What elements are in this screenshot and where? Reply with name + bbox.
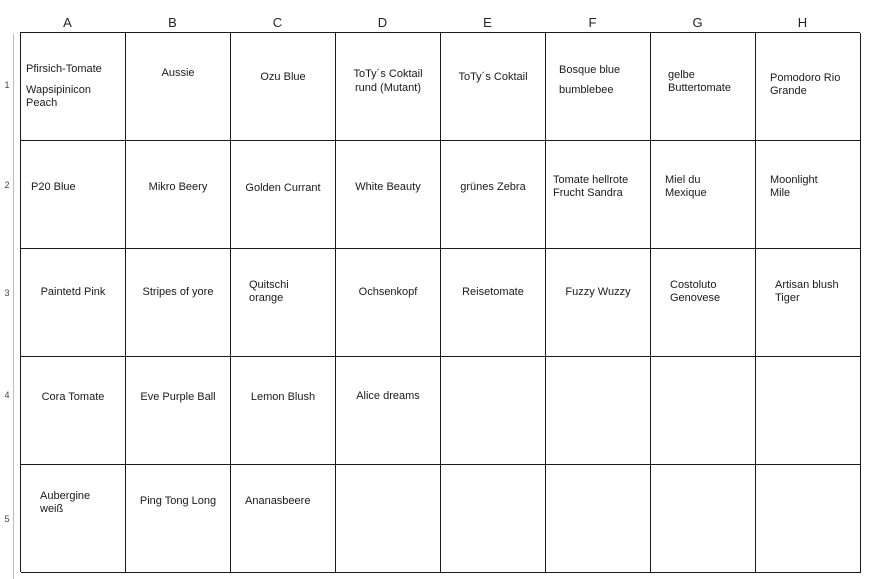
column-header-c: C xyxy=(272,15,283,30)
cell-g2-line2: Mexique xyxy=(665,187,707,199)
cell-a5-line1: Aubergine xyxy=(40,490,91,502)
cell-h3-line1: Artisan blush xyxy=(775,279,839,291)
cell-e2[interactable] xyxy=(441,141,546,249)
cell-f4[interactable] xyxy=(546,357,651,465)
cell-b2[interactable] xyxy=(126,141,231,249)
cell-a1-line1: Pfirsich-Tomate xyxy=(26,63,102,75)
cell-h4[interactable] xyxy=(756,357,861,465)
cell-c4-text: Lemon Blush xyxy=(250,391,316,403)
cell-c5[interactable] xyxy=(231,465,336,573)
cell-h1-line1: Pomodoro Rio xyxy=(770,72,841,84)
column-header-f: F xyxy=(588,15,597,30)
cell-h2[interactable] xyxy=(756,141,861,249)
cell-f5[interactable] xyxy=(546,465,651,573)
cell-g2[interactable] xyxy=(651,141,756,249)
cell-a3[interactable] xyxy=(21,249,126,357)
cell-g1[interactable] xyxy=(651,33,756,141)
cell-d2-text: White Beauty xyxy=(355,181,421,193)
cell-d4-text: Alice dreams xyxy=(356,390,420,402)
cell-e1-text: ToTy´s Coktail xyxy=(458,71,528,83)
column-header-e: E xyxy=(483,15,492,30)
column-header-h: H xyxy=(797,15,808,30)
cell-b5[interactable] xyxy=(126,465,231,573)
cell-d3-text: Ochsenkopf xyxy=(358,286,418,298)
cell-e1[interactable] xyxy=(441,33,546,141)
cell-f1-line2: bumblebee xyxy=(559,84,614,96)
cell-g5[interactable] xyxy=(651,465,756,573)
row-header-4: 4 xyxy=(4,390,10,400)
cell-f2-line2: Frucht Sandra xyxy=(553,187,623,199)
cell-f2[interactable] xyxy=(546,141,651,249)
cell-g4[interactable] xyxy=(651,357,756,465)
cell-g1-line1: gelbe xyxy=(668,69,695,81)
cell-b3[interactable] xyxy=(126,249,231,357)
row-header-rule xyxy=(13,34,14,579)
cell-h1[interactable] xyxy=(756,33,861,141)
cell-a5[interactable] xyxy=(21,465,126,573)
cell-e4[interactable] xyxy=(441,357,546,465)
cell-e5[interactable] xyxy=(441,465,546,573)
cell-f2-line1: Tomate hellrote xyxy=(553,174,629,186)
cell-c3-line1: Quitschi xyxy=(249,279,289,291)
cell-b5-text: Ping Tong Long xyxy=(139,495,217,507)
cell-c1-text: Ozu Blue xyxy=(260,71,306,83)
cell-h2-line1: Moonlight xyxy=(770,174,818,186)
cell-b1-text: Aussie xyxy=(161,67,195,79)
cell-a4[interactable] xyxy=(21,357,126,465)
cell-b4[interactable] xyxy=(126,357,231,465)
cell-e3-text: Reisetomate xyxy=(462,286,524,298)
cell-a3-text: Paintetd Pink xyxy=(40,286,106,298)
cell-g3-line1: Costoluto xyxy=(670,279,717,291)
cell-d1-line1: ToTy´s Coktail xyxy=(353,68,423,80)
cell-b3-text: Stripes of yore xyxy=(142,286,214,298)
cell-g2-line1: Miel du xyxy=(665,174,701,186)
row-header-1: 1 xyxy=(4,80,10,90)
cell-d2[interactable] xyxy=(336,141,441,249)
cell-c2-text: Golden Currant xyxy=(245,182,321,194)
row-header-5: 5 xyxy=(4,514,10,524)
cell-f1[interactable] xyxy=(546,33,651,141)
table-grid xyxy=(20,32,860,572)
cell-c3-line2: orange xyxy=(249,292,284,304)
row-header-3: 3 xyxy=(4,288,10,298)
cell-h2-line2: Mile xyxy=(770,187,791,199)
cell-a2[interactable] xyxy=(21,141,126,249)
cell-d3[interactable] xyxy=(336,249,441,357)
cell-c2[interactable] xyxy=(231,141,336,249)
column-header-a: A xyxy=(63,15,72,30)
column-header-d: D xyxy=(377,15,388,30)
cell-d4[interactable] xyxy=(336,357,441,465)
cell-g3[interactable] xyxy=(651,249,756,357)
cell-f1-line1: Bosque blue xyxy=(559,64,621,76)
cell-a1[interactable] xyxy=(21,33,126,141)
cell-b2-text: Mikro Beery xyxy=(148,181,208,193)
cell-b1[interactable] xyxy=(126,33,231,141)
row-header-2: 2 xyxy=(4,180,10,190)
cell-h3-line2: Tiger xyxy=(775,292,800,304)
cell-f3[interactable] xyxy=(546,249,651,357)
cell-g3-line2: Genovese xyxy=(670,292,721,304)
column-header-g: G xyxy=(692,15,703,30)
column-header-b: B xyxy=(168,15,177,30)
cell-e2-text: grünes Zebra xyxy=(460,181,526,193)
cell-g1-line2: Buttertomate xyxy=(668,82,731,94)
cell-h1-line2: Grande xyxy=(770,85,807,97)
cell-c3[interactable] xyxy=(231,249,336,357)
cell-c1[interactable] xyxy=(231,33,336,141)
cell-d5[interactable] xyxy=(336,465,441,573)
cell-a5-line2: weiß xyxy=(40,503,64,515)
cell-d1[interactable] xyxy=(336,33,441,141)
cell-h3[interactable] xyxy=(756,249,861,357)
cell-d1-line2: rund (Mutant) xyxy=(354,82,422,94)
cell-a4-text: Cora Tomate xyxy=(41,391,105,403)
cell-f3-text: Fuzzy Wuzzy xyxy=(565,286,631,298)
cell-c4[interactable] xyxy=(231,357,336,465)
cell-c5-text: Ananasbeere xyxy=(245,495,311,507)
cell-b4-text: Eve Purple Ball xyxy=(140,391,216,403)
cell-e3[interactable] xyxy=(441,249,546,357)
cell-h5[interactable] xyxy=(756,465,861,573)
cell-a1-line2: Wapsipinicon Peach xyxy=(26,84,92,109)
cell-a2-text: P20 Blue xyxy=(31,181,76,193)
